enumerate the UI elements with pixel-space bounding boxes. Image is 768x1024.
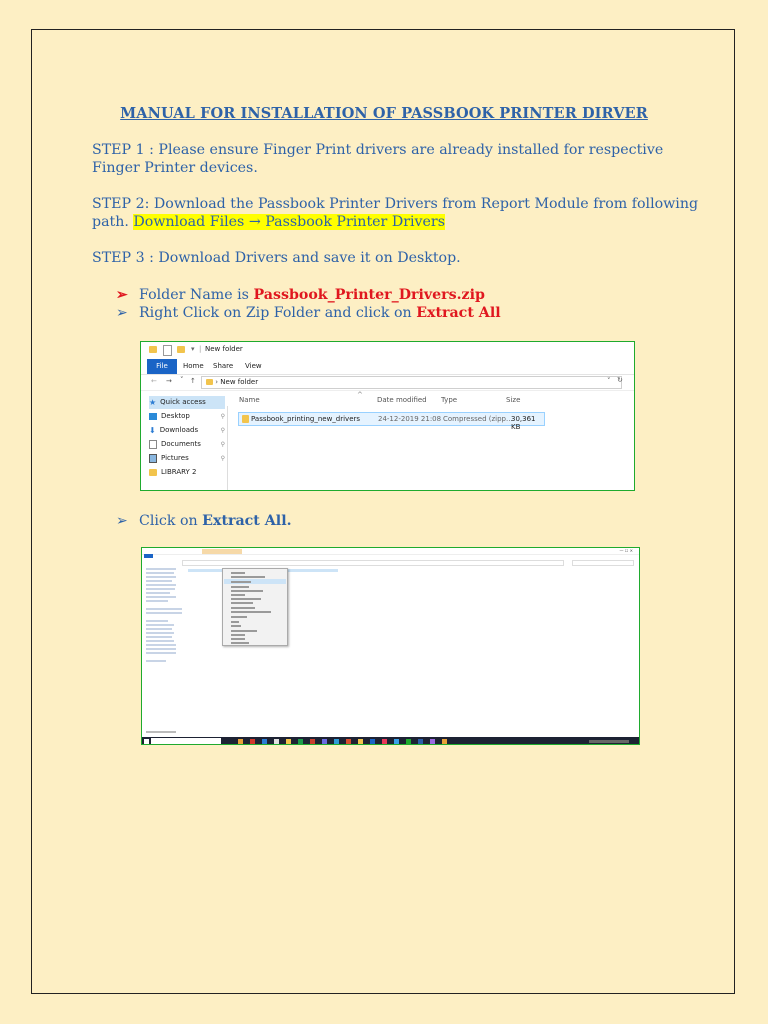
nav-label: LIBRARY 2 [161, 468, 197, 476]
tiny-taskbar-icon [442, 739, 447, 744]
tiny-nav-line [146, 576, 176, 578]
bullet-right-click [116, 304, 501, 322]
tiny-taskbar-icon [238, 739, 243, 744]
tiny-file-tab [144, 554, 153, 558]
window-title: New folder [205, 345, 243, 353]
pin-icon: ⚲ [220, 441, 225, 448]
tiny-menu-item [231, 581, 251, 583]
bullet-1-text: Folder Name is [139, 287, 254, 303]
nav-label: Documents [161, 440, 201, 448]
tiny-menu-item [231, 572, 245, 574]
tiny-taskbar-icon [286, 739, 291, 744]
nav-item-documents[interactable] [149, 438, 225, 451]
nav-label: Quick access [160, 398, 206, 406]
tiny-menu-item [231, 638, 245, 640]
tiny-start-icon [144, 739, 149, 744]
tiny-nav-line [146, 648, 176, 650]
dropdown-icon[interactable]: ˅ [607, 377, 611, 385]
customize-icon: ▾ [191, 345, 195, 353]
new-folder-icon [177, 346, 185, 353]
ribbon-tab-share[interactable]: Share [213, 362, 234, 370]
tiny-taskbar-icon [358, 739, 363, 744]
sort-arrow-icon: ^ [357, 391, 363, 399]
forward-icon[interactable]: → [166, 377, 172, 385]
bullet-click-extract [116, 512, 292, 530]
properties-icon [163, 345, 172, 356]
pin-icon: ⚲ [220, 455, 225, 462]
file-size: 30,361 KB [511, 415, 536, 431]
folder-icon [149, 469, 157, 476]
nav-item-desktop[interactable] [149, 410, 225, 423]
ribbon-tab-home[interactable]: Home [183, 362, 204, 370]
tiny-menu-item [231, 611, 271, 613]
tiny-nav-line [146, 596, 176, 598]
column-name[interactable]: Name [239, 396, 260, 404]
bullet-arrow-icon: ➢ [116, 305, 128, 321]
tiny-status-bar [142, 730, 639, 734]
desktop-icon [149, 413, 157, 420]
tiny-nav-line [146, 624, 174, 626]
tiny-nav-line [146, 588, 175, 590]
file-row[interactable] [238, 412, 545, 431]
tiny-menu-item [231, 616, 247, 618]
tiny-menu-item [231, 586, 249, 588]
path-separator-icon: › [215, 378, 219, 386]
explorer-titlebar [141, 342, 634, 359]
tiny-nav-line [146, 644, 176, 646]
tiny-nav-line [146, 572, 174, 574]
tiny-menu-item [231, 625, 241, 627]
tiny-menu-item [231, 594, 245, 596]
tiny-menu-item [231, 630, 257, 632]
tiny-taskbar-icon [262, 739, 267, 744]
up-icon[interactable]: ↑ [190, 377, 196, 385]
tiny-nav-line [146, 636, 172, 638]
explorer-screenshot [140, 341, 635, 491]
nav-item-pictures[interactable] [149, 452, 225, 465]
bullet-2-text: Right Click on Zip Folder and click on [139, 305, 417, 321]
bullet-arrow-icon: ➢ [116, 287, 128, 303]
tiny-taskbar-icon [406, 739, 411, 744]
tiny-system-tray [589, 740, 629, 743]
address-path: New folder [220, 378, 259, 386]
tiny-nav-line [146, 632, 174, 634]
tiny-nav-line [146, 652, 176, 654]
nav-item-library-2[interactable] [149, 466, 225, 479]
step-2-path-highlight: Download Files → Passbook Printer Drivers [133, 214, 445, 230]
star-icon: ★ [149, 397, 157, 407]
column-headers [239, 391, 634, 408]
tiny-taskbar-icon [394, 739, 399, 744]
ribbon-tab-file[interactable]: File [147, 359, 177, 374]
tiny-nav-line [146, 584, 176, 586]
bullet-3-suffix: . [286, 513, 292, 529]
download-icon: ⬇ [149, 425, 156, 435]
nav-item-quick-access[interactable] [149, 396, 225, 409]
tiny-nav-line [146, 608, 182, 610]
documents-icon [149, 440, 157, 449]
tiny-taskbar-icon [298, 739, 303, 744]
nav-label: Downloads [159, 426, 199, 434]
tiny-taskbar-icon [250, 739, 255, 744]
refresh-icon[interactable]: ↻ [617, 376, 623, 384]
tiny-taskbar-icon [418, 739, 423, 744]
extract-all-label: Extract All [202, 513, 287, 529]
tiny-taskbar-icon [430, 739, 435, 744]
tiny-nav-line [146, 612, 182, 614]
titlebar-divider: | [199, 345, 202, 353]
document-title: MANUAL FOR INSTALLATION OF PASSBOOK PRINTER DIRVER [120, 105, 648, 122]
tiny-taskbar-icon [370, 739, 375, 744]
tiny-menu-item [231, 590, 263, 592]
pin-icon: ⚲ [220, 427, 225, 434]
chevron-down-icon[interactable]: ˅ [180, 376, 184, 384]
nav-item-downloads[interactable] [149, 424, 225, 437]
bullet-arrow-icon: ➢ [116, 513, 128, 529]
tiny-taskbar-icon [274, 739, 279, 744]
nav-scrollbar[interactable] [227, 406, 228, 491]
tiny-taskbar-icon [334, 739, 339, 744]
tiny-search-box [572, 560, 634, 566]
folder-icon [206, 379, 213, 385]
tiny-nav-line [146, 620, 168, 622]
nav-label: Desktop [161, 412, 190, 420]
column-date-modified[interactable]: Date modified [377, 396, 427, 404]
tiny-taskbar-icon [310, 739, 315, 744]
step-2-text: STEP 2: Download the Passbook Printer Drivers from Report Module from following path. [92, 196, 699, 230]
tiny-nav-line [146, 640, 174, 642]
file-type: Compressed (zipp... [443, 415, 513, 423]
tiny-menu-item [231, 607, 255, 609]
file-date: 24-12-2019 21:08 [378, 415, 442, 423]
zip-folder-icon [242, 415, 249, 423]
step-2 [92, 195, 712, 231]
tiny-menu-item [231, 634, 245, 636]
bullet-folder-name [116, 286, 485, 304]
zip-file-name: Passbook_Printer_Drivers.zip [253, 287, 485, 303]
tiny-taskbar-icon [382, 739, 387, 744]
tiny-context-menu [222, 568, 288, 646]
tiny-menu-item [231, 602, 253, 604]
tiny-extract-tab [202, 549, 242, 554]
ribbon [141, 359, 634, 375]
step-3: STEP 3 : Download Drivers and save it on Desktop. [92, 250, 461, 266]
tiny-taskbar [142, 737, 639, 745]
tiny-menu-item [231, 598, 261, 600]
pin-icon: ⚲ [220, 413, 225, 420]
tiny-nav-line [146, 568, 176, 570]
tiny-titlebar [142, 548, 639, 555]
bullet-3-text: Click on [139, 513, 203, 529]
column-size[interactable]: Size [506, 396, 521, 404]
tiny-taskbar-icon [346, 739, 351, 744]
tiny-nav-line [146, 628, 172, 630]
address-input[interactable] [201, 376, 622, 389]
tiny-menu-item [231, 621, 239, 623]
nav-label: Pictures [161, 454, 189, 462]
extract-all-label: Extract All [416, 305, 501, 321]
tiny-taskbar-icon [322, 739, 327, 744]
tiny-nav-line [146, 660, 166, 662]
folder-icon [149, 346, 157, 353]
ribbon-tab-view[interactable]: View [245, 362, 262, 370]
tiny-window-controls: — ☐ ✕ [619, 548, 633, 553]
context-menu-screenshot [141, 547, 640, 745]
column-type[interactable]: Type [441, 396, 458, 404]
step-1: STEP 1 : Please ensure Finger Print drivers are already installed for respective Finger Printer devices. [92, 142, 664, 176]
tiny-nav-line [146, 592, 170, 594]
back-icon[interactable]: ← [151, 377, 157, 385]
tiny-address-bar [182, 560, 564, 566]
pictures-icon [149, 454, 157, 463]
tiny-nav-line [146, 600, 168, 602]
address-bar-row [141, 374, 634, 391]
tiny-nav-line [146, 580, 172, 582]
file-name: Passbook_printing_new_drivers [251, 415, 361, 423]
navigation-pane [141, 390, 229, 491]
tiny-status-text [146, 731, 176, 733]
tiny-search-bar [151, 738, 221, 745]
tiny-menu-item [231, 642, 249, 644]
tiny-menu-item [231, 576, 265, 578]
